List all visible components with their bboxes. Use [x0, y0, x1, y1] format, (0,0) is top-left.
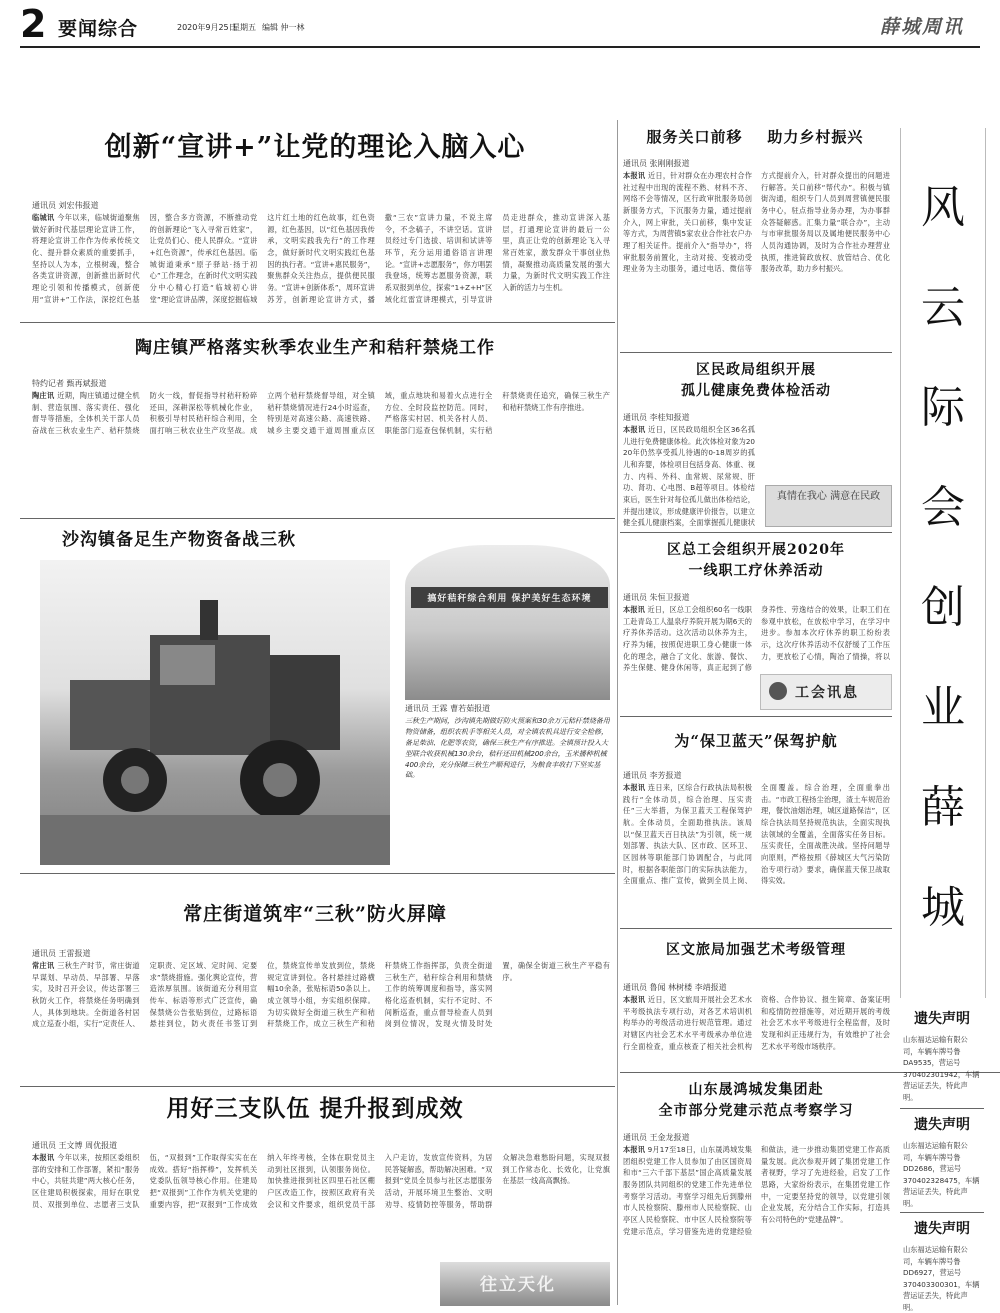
masthead-weekday: 星期五: [232, 23, 256, 32]
section-title: 要闻综合: [58, 18, 139, 40]
shengjia-headline: 山东晟鸿城发集团赴 全市部分党建示范点考察学习: [658, 1082, 854, 1119]
shengjia-text: 9月17至18日，山东晟鸿城发集团组织党建工作人员参加了由区国资局和市“三六千部下基层”国企高质量发展服务团队共同组织的党建工作先进单位考察学习活动。考察学习组先后到滕州市人民检察院、滕州市人民检察院、山亭区人民检察院、市中区人民检察院等党建示范点，学习借鉴先进的党建经验和做法，进一步推动集团党建工作高质量发展。此次参观开阔了集团党建工作者视野，学习了先进经验，启发了工作思路，大家纷纷表示，在集团党建工作中，一定要坚持党的领导，以党建引领企业发展，充分结合工作实际，打造具有公司特色的“党建品牌”。: [623, 1145, 890, 1236]
three-teams-byline: 通讯员 王文博 周优报道: [32, 1141, 118, 1150]
culture-byline: 通讯员 鲁闻 林树楼 李靖报道: [623, 983, 727, 992]
three-teams-text: 今年以来，按照区委组织部的安排和工作部署，紧扣“服务中心，共驻共建”两大核心任务，区住建局积极探索，用好在职党员、双报到单位、志愿者三支队伍，“双报到”工作取得实实在在成效。搭好“指挥棒”，发挥机关党委队伍领导核心作用。住建局把“双报到”工作作为机关党建的重要内容，把“双报到”工作成效纳入年终考核，全体在职党员主动到社区报到，认领服务岗位。加快推进报到社区四里石社区棚户区改造工作，按照区政府有关会议和文件要求，组织党员干部入户走访，发放宣传资料，为居民答疑解惑，帮助解决困难。“双报到”党员全员参与社区志愿服务活动，开展环境卫生整治、文明劝导、疫情防控等服务，帮助群众解决急难愁盼问题，实现双报到工作常态化、长效化，让党旗在基层一线高高飘扬。: [32, 1153, 610, 1209]
notice-1-text: 山东福达运输有限公司，车辆车牌号鲁DA9535，营运号370402301942，车辆营运证丢失，特此声明。: [903, 1035, 980, 1102]
union-headline: 区总工会组织开展2020年 一线职工疗休养活动: [667, 542, 845, 579]
main-body: [32, 212, 610, 316]
main-headline: 创新“宣讲+”让党的理论入脑入心: [104, 132, 526, 163]
divider-union: [620, 716, 892, 717]
notice-3-title: 遗失声明: [914, 1221, 970, 1237]
civil-slogan-box: [765, 485, 892, 527]
three-teams-headline: 用好三支队伍 提升报到成效: [166, 1095, 464, 1122]
union-logo-icon: [769, 682, 787, 700]
divider-service: [620, 352, 892, 353]
taozhuang-body: [32, 390, 610, 510]
service-byline: 通讯员 张刚刚报道: [623, 159, 690, 168]
column-divider: [617, 120, 618, 1305]
shahe-headline: 沙沟镇备足生产物资备战三秋: [62, 530, 296, 550]
notice-3: [900, 1218, 984, 1312]
union-lead: 本报讯: [623, 605, 646, 614]
masthead-editor: 编辑 仲一林: [262, 23, 305, 32]
civil-byline: 通讯员 李桂知报道: [623, 413, 690, 422]
page-number: 2: [20, 2, 47, 46]
shengjia-lead: 本报讯: [623, 1145, 646, 1154]
paper-name: 薛城周讯: [880, 16, 965, 38]
bluesky-text: 连日来，区综合行政执法局积极践行“全体动员，综合治理、压实责任”三大举措，为保卫蓝天工程保驾护航。全体动员，全面助推执法。该局以“保卫蓝天百日执法”为引领，统一规划部署、执法大队、区市政、区环卫、区园林等职能部门协调配合，与此同时，根据各职能部门的实际执法能力，全面重点、推广宣传，做到全员上岗、全面覆盖。综合治理，全面重拳出击。“市政工程扬尘治理，渣土车规范治理，餐饮油烟治理，城区道路保洁”，区综合执法局坚持规范执法，全面实现执法领域的全覆盖，全面落实任务目标。压实责任，全面战胜决战。坚持问题导向原则，严格按照《薛城区大气污染防治专项行动》要求，确保蓝天保卫战取得实效。: [623, 783, 890, 886]
notice-3-text: 山东福达运输有限公司，车辆车牌号鲁DD6927，营运号370403300301，车辆营运证丢失，特此声明。: [903, 1245, 980, 1312]
shahe-caption: 三秋生产期间，沙沟镇先期做好防火预案和30余万元秸秆禁烧备用物资储备，组织农机手等相关人员，对全镇农机具进行安全检修，备足柴油、化肥等农资，确保三秋生产有序推进。全镇预计投入大型联合收获机械130余台，秸秆还田机械200余台，玉米播种机械400余台，充分保障三秋生产顺利进行，为粮食丰收打下坚实基础。: [405, 717, 610, 780]
changzhuang-headline: 常庄街道筑牢“三秋”防火屏障: [183, 903, 447, 925]
main-lead: 临城讯: [32, 213, 55, 222]
taozhuang-lead: 陶庄讯: [32, 391, 55, 400]
culture-body: [623, 994, 890, 1066]
taozhuang-byline: 特约记者 甄再斌报道: [32, 379, 107, 388]
notice-1: [900, 1008, 984, 1100]
notices-column: [900, 1008, 984, 1312]
changzhuang-lead: 常庄讯: [32, 961, 55, 970]
notice-1-title: 遗失声明: [914, 1011, 970, 1027]
civil-slogan: 真情在我心 满意在民政: [776, 491, 881, 502]
masthead-date: 2020年9月25日: [177, 23, 237, 32]
culture-headline: 区文旅局加强艺术考级管理: [666, 942, 846, 958]
banner-text: 搞好秸秆综合利用 保护美好生态环境: [411, 587, 608, 608]
shengjia-byline: 通讯员 王金龙报道: [623, 1133, 690, 1142]
shahe-caption-box: [405, 703, 610, 863]
civil-text: 近日，区民政局组织全区36名孤儿进行免费健康体检。此次体检对象为2020年仍然享受孤儿待遇的0-18周岁的孤儿和弃婴，体检项目包括身高、体重、视力、内科、外科、血常规、尿常规、肝功、肾功、心电图、B超等项目。体检结束后，医生针对每位孤儿做出体检结论，并提出建议，形成健康评价报告，以建立健全孤儿健康档案，全面掌握孤儿健康状: [623, 425, 755, 528]
civil-lead: 本报讯: [623, 425, 646, 434]
notice-2-title: 遗失声明: [914, 1117, 970, 1133]
notice-divider-2: [900, 1212, 984, 1213]
culture-text: 近日，区文旅局开展社会艺术水平考级执法专项行动，对各艺术培训机构举办的考级活动进行规范管理。通过对辖区内社会艺术水平考级承办单位进行全面检查，重点核查了相关社会机构资格、合作协议、报生简章、备案证明和疫情防控措施等，对近期开展的考级社会艺术水平考级进行全程监督，及时发现和纠正违规行为，有效维护了社会艺术水平考级市场秩序。: [623, 995, 890, 1051]
civil-body-left: [623, 424, 755, 528]
changzhuang-text: 三秋生产时节，常庄街道早谋划、早动员、早部署、早落实，及时召开会议，传达部署三秋防火工作，将禁烧任务明确到人，具体到地块。全街道各村居成立巡查小组，实行“定责任人、定职责、定区域、定时间、定要求”禁烧措施。强化舆论宣传，营造浓厚氛围。该街道充分利用宣传车、标语等形式广泛宣传，确保禁烧公告张贴到位，过路标语悬挂到位，防火责任书签订到位，禁烧宣传单发放到位，禁烧规定宣讲到位。各村悬挂过路横幅10余条，张贴标语50条以上。成立领导小组，夯实组织保障。为切实做好全街道三秋生产和秸秆禁烧工作，成立三秋生产和秸秆禁烧工作指挥部，负责全街道三秋生产，秸秆综合利用和禁烧工作的统筹调度和指导，落实网格化巡查机制，实行不定时、不间断巡查，重点督导检查人员到岗到位情况，发现火情及时处置，确保全街道三秋生产平稳有序。: [32, 961, 610, 1029]
masthead: [0, 0, 1000, 46]
union-logo-text: 工会讯息: [795, 685, 859, 701]
civil-headline: 区民政局组织开展 孤儿健康免费体检活动: [681, 362, 831, 399]
bluesky-byline: 通讯员 李芳报道: [623, 771, 682, 780]
bluesky-body: [623, 782, 890, 922]
vertical-title: 风云际会创业薛城: [921, 182, 965, 933]
union-logo-box: [760, 674, 892, 710]
notice-divider-1: [900, 1108, 984, 1109]
service-headline: 服务关口前移 助力乡村振兴: [646, 128, 864, 146]
union-body: [623, 604, 890, 674]
bottom-photo-text: 往立天化: [480, 1275, 556, 1295]
shahe-byline: 通讯员 王霖 曹若茹报道: [405, 704, 491, 713]
union-byline: 通讯员 朱恒卫报道: [623, 593, 690, 602]
main-text: 今年以来，临城街道聚焦做好新时代基层理论宣讲工作，将理论宣讲工作作为传承传统文化、提升群众素质的重要抓手，坚持以人为本，立根树魂，整合各类宣讲资源，创新推出新时代理论引领和传播模式，创新使用“宣讲+”工作法，深挖红色基因，整合多方资源，不断推动党的创新理论“飞入寻常百姓家”，让党员们心、使人民群众。“宣讲+红色资源”，传承红色基因。临城街道秉承“原子驿站·扬于初心”工作理念，在新时代文明实践分中心精心打造“临城初心讲堂”理论宣讲品牌，深度挖掘临城这片红土地的红色故事，红色资源，红色基因，以“红色基因我传承，文明实践我先行”的工作理念，做好新时代文明实践红色基因的执行者。“宣讲+惠民服务”，聚焦群众关注热点，提供便民服务。“宣讲+创新体系”，周环宣讲苏芳，创新理论宣讲方式，播撒“三农”宣讲力量，不说主席令，不念稿子，不讲空话。宣讲员经过专门选拔、培训和试讲等环节，充分运用通俗语言讲理论。“宣讲+志愿服务”，你方唱罢我登场，统筹志愿服务资源，联系双报到单位，探索“1+Z+H”区域化红雷宣讲理模式，引导宣讲员走进群众，推动宣讲深入基层，打通理论宣讲的最后一公里，真正让党的创新理论飞入寻常百姓家，激发群众干事创业热情，凝聚推动高质量发展的强大力量，为新时代文明实践工作注入新的活力与生机。: [32, 213, 610, 304]
changzhuang-body: [32, 960, 610, 1078]
divider-changzhuang: [20, 1086, 615, 1087]
service-text: 近日，针对群众在办理农村合作社过程中出现的流程不熟、材料不齐、网络不会等情况，区行政审批服务局创新服务方式，下沉服务力量，通过提前介入，网上审批，关口前移，集中发证等方式，为周营镇5家农业合作社农户办理了相关证件。提前介入“指导办”，将审批服务前置化，主动对接、变被动受理业务为主动服务，通过电话、微信等方式提前介入，针对群众提出的问题进行解答。关口前移“帮代办”。积极与镇街沟通，组织专门人员到周营镇便民服务中心，驻点指导业务办理，为办事群众答疑解惑。汇集力量“联合办”，主动与市审批服务局以及属地便民服务中心人员沟通协调，及时为合作社办理营业执照，推进简政放权、放管结合、优化服务改革，助力乡村振兴。: [623, 171, 890, 274]
taozhuang-headline: 陶庄镇严格落实秋季农业生产和秸秆禁烧工作: [135, 338, 495, 358]
shengjia-body: [623, 1144, 890, 1304]
taozhuang-text: 近期，陶庄镇通过健全机制、营造氛围、落实责任、强化督导等措施，全体机关干部人员奋战在三秋农业生产、秸秆禁烧防火一线，督促指导村秸秆粉碎还田，深耕深松等机械化作业，积极引导村民秸秆综合利用，全面打响三秋农业生产攻坚战。成立两个秸秆禁烧督导组，对全镇秸秆禁烧情况进行24小时巡查，特别是对高速公路、高速铁路、城乡主要交通干道周围重点区域，重点地块和易着火点进行全方位、全时段监控防范。同时，严格落实村居、机关各村人员、职能部门巡查包保机制，实行秸秆禁烧责任追究，确保三秋生产和秸秆禁烧工作有序推进。: [32, 391, 610, 435]
bluesky-lead: 本报讯: [623, 783, 646, 792]
divider-civil: [620, 532, 892, 533]
divider-main: [20, 322, 615, 323]
vertical-title-panel: [900, 128, 986, 998]
three-teams-lead: 本报讯: [32, 1153, 55, 1162]
changzhuang-byline: 通讯员 王雷报道: [32, 949, 91, 958]
notice-2-text: 山东福达运输有限公司，车辆车牌号鲁DD2686，营运号370402328475，车辆营运证丢失，特此声明。: [903, 1141, 980, 1208]
divider-shahe: [20, 873, 615, 874]
culture-lead: 本报讯: [623, 995, 646, 1004]
notice-2: [900, 1114, 984, 1206]
service-lead: 本报讯: [623, 171, 646, 180]
harvester-illustration: [40, 560, 390, 865]
banner-photo: [405, 545, 610, 700]
service-body: [623, 170, 890, 350]
harvester-photo: [40, 560, 390, 865]
divider-taozhuang: [20, 518, 615, 519]
bottom-photo: [440, 1262, 610, 1306]
masthead-rule: [20, 46, 980, 48]
three-teams-body: [32, 1152, 610, 1264]
union-text: 近日，区总工会组织60名一线职工赴青岛工人温泉疗养院开展为期6天的疗养休养活动。这次活动以休养为主，疗养为辅，按照促进职工身心健康一体化的理念，融合了文化、旅游、餐饮、养生保健、健身休闲等，真正起到了修身养性、劳逸结合的效果，让职工们在参观中放松，在放松中学习，在学习中进步。参加本次疗休养的职工纷纷表示，这次疗休养活动不仅舒缓了工作压力，更放松了心情，陶冶了情操，将以: [623, 605, 890, 673]
bluesky-headline: 为“保卫蓝天”保驾护航: [674, 732, 838, 750]
main-byline: 通讯员 刘宏伟报道: [32, 201, 99, 210]
divider-bluesky: [620, 928, 892, 929]
